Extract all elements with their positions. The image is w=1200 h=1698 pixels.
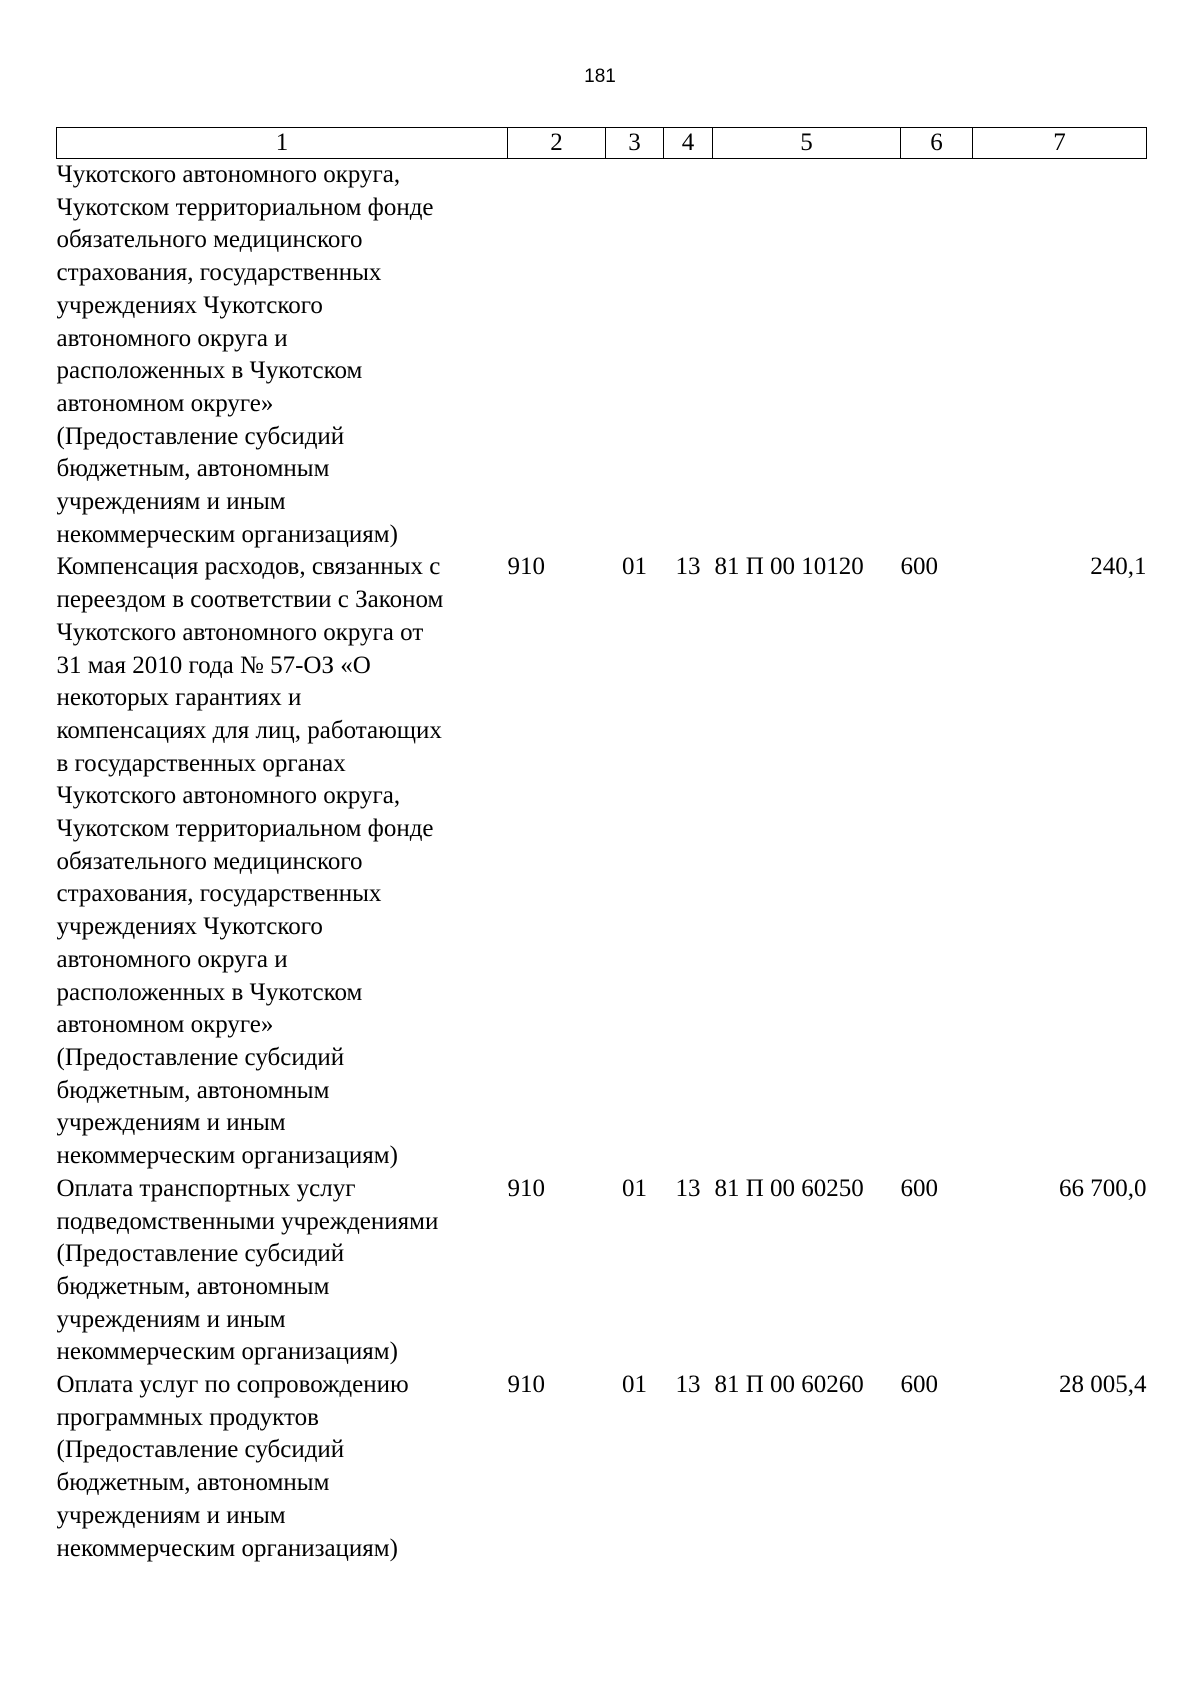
row-amount: 28 005,4 (1059, 1371, 1147, 1399)
header-col-description: 1 (57, 128, 508, 159)
table-row (57, 1369, 1147, 1565)
header-row (57, 128, 1147, 159)
table-body (57, 159, 1147, 1566)
table-row (57, 1173, 1147, 1369)
row-description: Оплата транспортных услуг подведомственными учреждениями (Предоставление субсидий бюджетным, автономным учреждениям и иным некоммерческим организациям) (56, 1174, 439, 1366)
row-target-code: 81 П 00 60250 (714, 1174, 864, 1202)
header-col-admin: 2 (508, 128, 606, 159)
row-description: Компенсация расходов, связанных с переездом в соответствии с Законом Чукотского автономного округа от 31 мая 2010 года № 57-ОЗ «О некоторых гарантиях и компенсациях для лиц, работающих в государственных органах Чукотского автономного округа, Чукотском территориальном фонде обязательного медицинского страхования, государственных учреждениях Чукотского автономного округа и расположенных в Чукотском автономном округе» (Предоставление субсидий бюджетным, автономным учреждениям и иным некоммерческим организациям) (56, 553, 444, 1170)
row-amount: 66 700,0 (1059, 1174, 1147, 1202)
row-expense-code: 600 (900, 553, 938, 581)
header-col-subsection: 4 (664, 128, 713, 159)
budget-table (56, 127, 1147, 1565)
row-expense-code (901, 159, 973, 552)
row-subsection-code: 13 (675, 1371, 701, 1399)
row-section-code: 01 (622, 1371, 647, 1399)
row-subsection-code: 13 (675, 1174, 701, 1202)
row-expense-code: 600 (900, 1371, 938, 1399)
row-admin-code: 910 (507, 553, 545, 581)
header-col-section: 3 (606, 128, 664, 159)
row-expense-code: 600 (900, 1174, 938, 1202)
row-admin-code: 910 (507, 1174, 545, 1202)
header-col-expense: 6 (901, 128, 973, 159)
page-number: 181 (584, 66, 616, 87)
table-header (57, 128, 1147, 159)
row-target-code: 81 П 00 60260 (714, 1371, 864, 1399)
header-col-amount: 7 (973, 128, 1147, 159)
row-admin-code: 910 (507, 1371, 545, 1399)
row-description: Оплата услуг по сопровождению программных продуктов (Предоставление субсидий бюджетным, автономным учреждениям и иным некоммерческим организациям) (56, 1371, 409, 1562)
row-admin-code (508, 159, 606, 552)
header-col-target: 5 (713, 128, 901, 159)
row-section-code: 01 (622, 553, 647, 581)
row-amount: 240,1 (1090, 553, 1147, 581)
table-row (57, 159, 1147, 552)
row-amount (973, 159, 1147, 552)
row-subsection-code (664, 159, 713, 552)
row-subsection-code: 13 (675, 553, 701, 581)
row-target-code (713, 159, 901, 552)
row-description: Чукотского автономного округа, Чукотском территориальном фонде обязательного медицинского страхования, государственных учреждениях Чукотского автономного округа и расположенных в Чукотском автономном округе» (Предоставление субсидий бюджетным, автономным учреждениям и иным некоммерческим организациям) (56, 161, 434, 548)
row-target-code: 81 П 00 10120 (714, 553, 864, 581)
row-section-code: 01 (622, 1174, 647, 1202)
row-section-code (606, 159, 664, 552)
table-row (57, 551, 1147, 1172)
